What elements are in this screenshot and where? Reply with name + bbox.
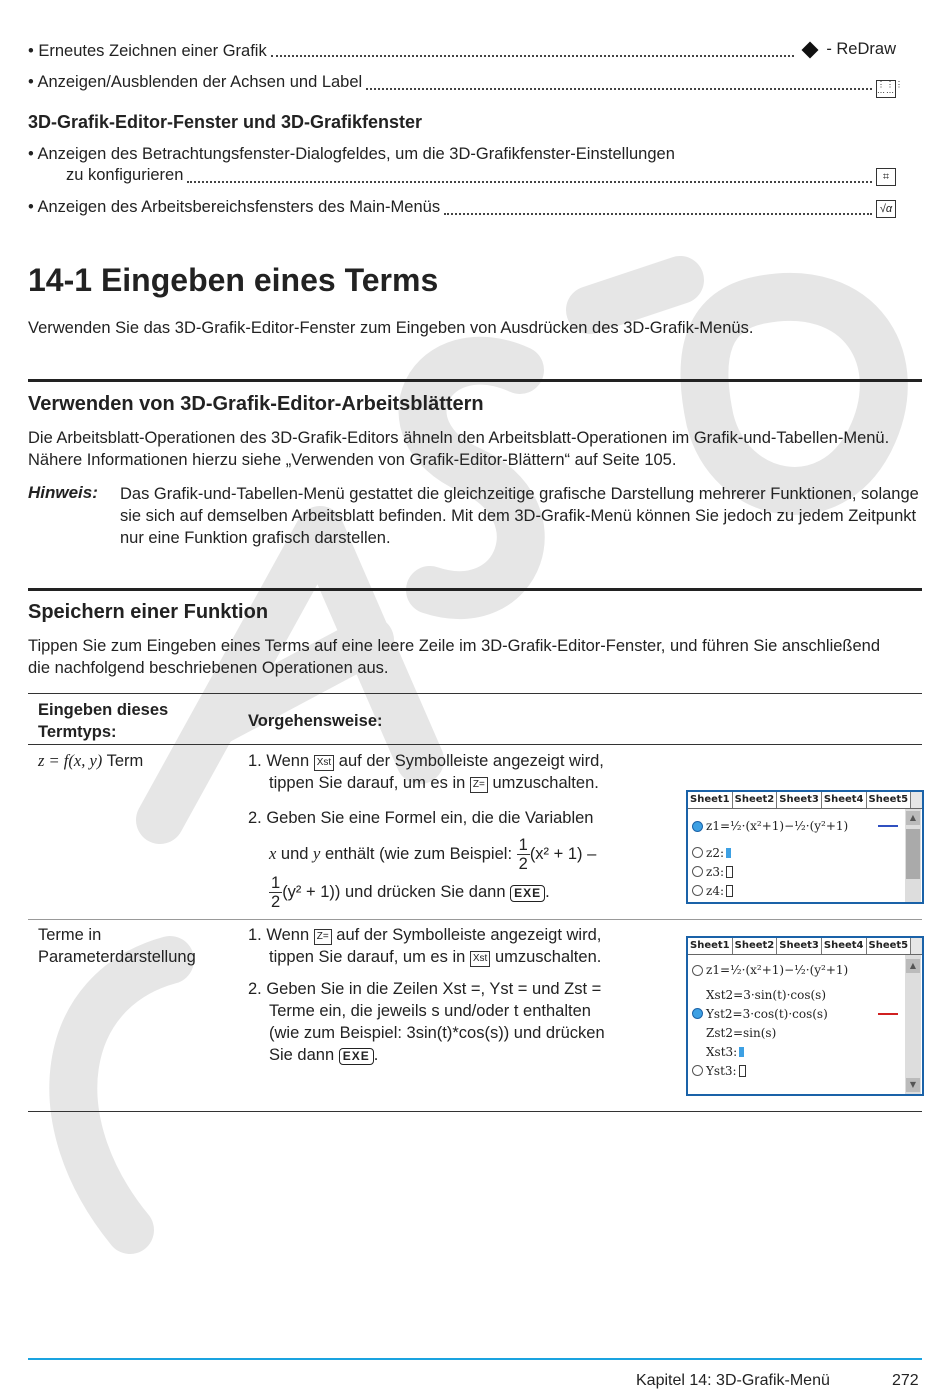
redraw-diamond-icon [802,41,819,58]
radio-yst2[interactable] [692,1008,703,1019]
row1-type-formula: z = f(x, y) [38,751,103,770]
input-cursor [739,1047,744,1057]
menu-entry-redraw [28,40,896,62]
editor-row-z1[interactable] [688,809,922,843]
frac2-den: 2 [271,893,281,912]
empty-box [726,885,733,897]
tab-sheet1[interactable]: Sheet1 [688,792,733,808]
scroll-down-icon[interactable]: ▼ [906,1078,920,1092]
editor-row-yst3[interactable] [688,1061,922,1080]
empty-box [739,1065,746,1077]
row1-step2: 2. Geben Sie eine Formel ein, die die Variablen [248,809,594,827]
sub2-title: Speichern einer Funktion [28,601,269,623]
section-intro: Verwenden Sie das 3D-Grafik-Editor-Fenster zum Eingeben von Ausdrücken des 3D-Grafik-Menüs. [28,319,754,337]
axes-grid-icon: ⋮⋮⋮ ⋯⋯ [877,80,904,97]
table-head-rule [28,744,922,745]
tab-sheet5[interactable]: Sheet5 [867,792,912,808]
tab-sheet2[interactable]: Sheet2 [733,792,778,808]
footer-rule [28,1358,922,1360]
editor-row-z4[interactable] [688,881,922,900]
xst-key-icon: Xst [314,755,334,771]
menu-entry-view-window [66,166,896,188]
radio-z1[interactable] [692,821,703,832]
tab-sheet3[interactable]: Sheet3 [777,792,822,808]
view-window-icon: ⌗ [876,168,896,186]
row1-s1b: auf der Symbolleiste angezeigt wird, [338,752,604,770]
frac1-num: 1 [518,836,528,855]
yst2-expression: Yst2=3·cos(t)·cos(s) [706,1006,828,1021]
note-label: Hinweis: [28,483,98,502]
table-top-rule [28,693,922,694]
scroll-up-icon[interactable]: ▲ [906,959,920,973]
scroll-up-icon[interactable]: ▲ [906,811,920,825]
row1-s1c: tippen Sie darauf, um es in [269,774,466,792]
row2-s1b: auf der Symbolleiste angezeigt wird, [336,926,602,944]
row2-s2c: (wie zum Beispiel: 3sin(t)*cos(s)) und drücken [269,1024,605,1042]
page-number: 272 [892,1372,919,1389]
row2-s2a: 2. Geben Sie in die Zeilen Xst =, Yst = und Zst = [248,980,602,998]
tab-sheet2[interactable]: Sheet2 [733,938,778,954]
row2-dot: . [373,1046,379,1064]
row1-var-x: x [269,844,277,863]
tab-sheet5[interactable]: Sheet5 [867,938,912,954]
input-cursor [726,848,731,858]
radio-z2[interactable] [692,847,703,858]
xst2-expression: Xst2=3·sin(t)·cos(s) [706,987,827,1002]
exe-key-icon: EXE [339,1048,374,1065]
yst3-label: Yst3: [706,1063,737,1078]
editor-row-zst2[interactable] [688,1023,922,1042]
row1-und: und [276,845,314,863]
empty-box [726,866,733,878]
z-key-icon: Z= [470,777,488,793]
row2-s2b: Terme ein, die jeweils s und/oder t enthalten [269,1002,591,1020]
radio-z4[interactable] [692,885,703,896]
footer-chapter: Kapitel 14: 3D-Grafik-Menü [636,1372,830,1389]
menu-entry-axes [28,73,904,97]
row1-s1d: umzuschalten. [492,774,599,792]
note-text: Das Grafik-und-Tabellen-Menü gestattet die gleichzeitige grafische Darstellung mehrerer Funktionen, solange sie sich auf demselben Arbeitsblatt befinden. Mit dem 3D-Grafik-Menü können Sie jedoch zu jedem Zeitpunkt nur eine Funktion grafisch darstellen. [120,485,919,547]
main-menu-label: • Anzeigen des Arbeitsbereichsfensters des Main-Menüs [28,198,441,216]
radio-z1[interactable] [692,965,703,976]
row1-step2-end [269,872,669,912]
fraction-half-2 [269,874,282,911]
section-title: 14-1 Eingeben eines Terms [28,262,439,298]
z3-label: z3: [706,864,724,879]
editor-row-xst3[interactable] [688,1042,922,1061]
row2-s1a: 1. Wenn [248,926,310,944]
radio-z3[interactable] [692,866,703,877]
row2-s1c: tippen Sie darauf, um es in [269,948,466,966]
z2-label: z2: [706,845,724,860]
menu-entry-main [28,198,896,220]
scrollbar[interactable] [905,955,921,1094]
xst3-label: Xst3: [706,1044,738,1059]
sheet-tabs [688,792,922,809]
frac1-den: 2 [518,855,528,874]
fraction-half-1 [517,836,530,873]
sub1-text: Die Arbeitsblatt-Operationen des 3D-Grafik-Editors ähneln den Arbeitsblatt-Operationen im Grafik-und-Tabellen-Menü. Nähere Informationen hierzu siehe „Verwenden von Grafik-Editor-Blättern“ auf Seite 105. [28,429,890,469]
row1-s2c: (x² + 1) – [529,845,597,863]
tab-sheet4[interactable]: Sheet4 [822,792,867,808]
z1-expression: z1=½·(x²+1)−½·(y²+1) [706,819,849,833]
rule-sub2 [28,588,922,591]
redraw-label: • Erneutes Zeichnen einer Grafik [28,41,267,60]
xst-key-icon: Xst [470,951,490,967]
table-row-divider [28,919,922,920]
row2-step2 [248,978,668,1066]
yst2-line-style [878,1013,898,1015]
calculator-screen-1 [686,790,924,904]
tab-sheet4[interactable]: Sheet4 [822,938,867,954]
tab-sheet3[interactable]: Sheet3 [777,938,822,954]
rule-sub1 [28,379,922,382]
sub2-text: Tippen Sie zum Eingeben eines Terms auf eine leere Zeile im 3D-Grafik-Editor-Fenster, und führen Sie anschließend die nachfolgend beschriebenen Operationen aus. [28,637,881,677]
row1-step2-formula [269,834,669,874]
z1-line-style [878,825,898,827]
view-window-label-line1: • Anzeigen des Betrachtungsfenster-Dialogfeldes, um die 3D-Grafikfenster-Einstellungen [28,145,675,163]
editor-row-z3[interactable] [688,862,922,881]
exe-key-icon: EXE [510,885,545,902]
scroll-thumb[interactable] [906,829,920,879]
main-menu-icon: √α [876,200,896,218]
view-window-label-line2: zu konfigurieren [66,166,184,184]
sheet-tabs [688,938,922,955]
table-head-procedure: Vorgehensweise: [248,712,383,730]
row1-var-y: y [313,844,321,863]
scrollbar[interactable] [905,809,921,902]
row2-s1d: umzuschalten. [494,948,602,966]
row1-s1a: 1. Wenn [248,752,310,770]
row2-s2d: Sie dann [269,1046,335,1064]
editor-row-z1[interactable] [688,955,922,985]
z4-label: z4: [706,883,724,898]
row1-step1 [248,750,668,794]
table-bottom-rule [28,1111,922,1112]
z1-expression: z1=½·(x²+1)−½·(y²+1) [706,963,849,977]
axes-label: • Anzeigen/Ausblenden der Achsen und Label [28,73,363,91]
row1-s2d: (y² + 1)) und drücken Sie dann [282,883,506,901]
editor-heading: 3D-Grafik-Editor-Fenster und 3D-Grafikfenster [28,112,423,132]
row1-type [38,750,143,772]
editor-row-z2[interactable] [688,843,922,862]
row1-dot: . [545,883,550,901]
table-head-type: Eingeben dieses Termtyps: [38,701,169,741]
editor-row-xst2[interactable] [688,985,922,1004]
row1-type-suffix: Term [102,752,144,770]
zst2-expression: Zst2=sin(s) [706,1025,777,1040]
calculator-screen-2 [686,936,924,1096]
z-key-icon: Z= [314,929,332,945]
tab-sheet1[interactable]: Sheet1 [688,938,733,954]
editor-row-yst2[interactable] [688,1004,922,1023]
frac2-num: 1 [271,874,281,893]
radio-yst3[interactable] [692,1065,703,1076]
sub1-title: Verwenden von 3D-Grafik-Editor-Arbeitsblättern [28,393,484,415]
row1-s2b: enthält (wie zum Beispiel: [320,845,517,863]
row2-type: Terme in Parameterdarstellung [38,926,196,966]
redraw-text: - ReDraw [826,40,896,58]
row2-step1 [248,924,668,968]
